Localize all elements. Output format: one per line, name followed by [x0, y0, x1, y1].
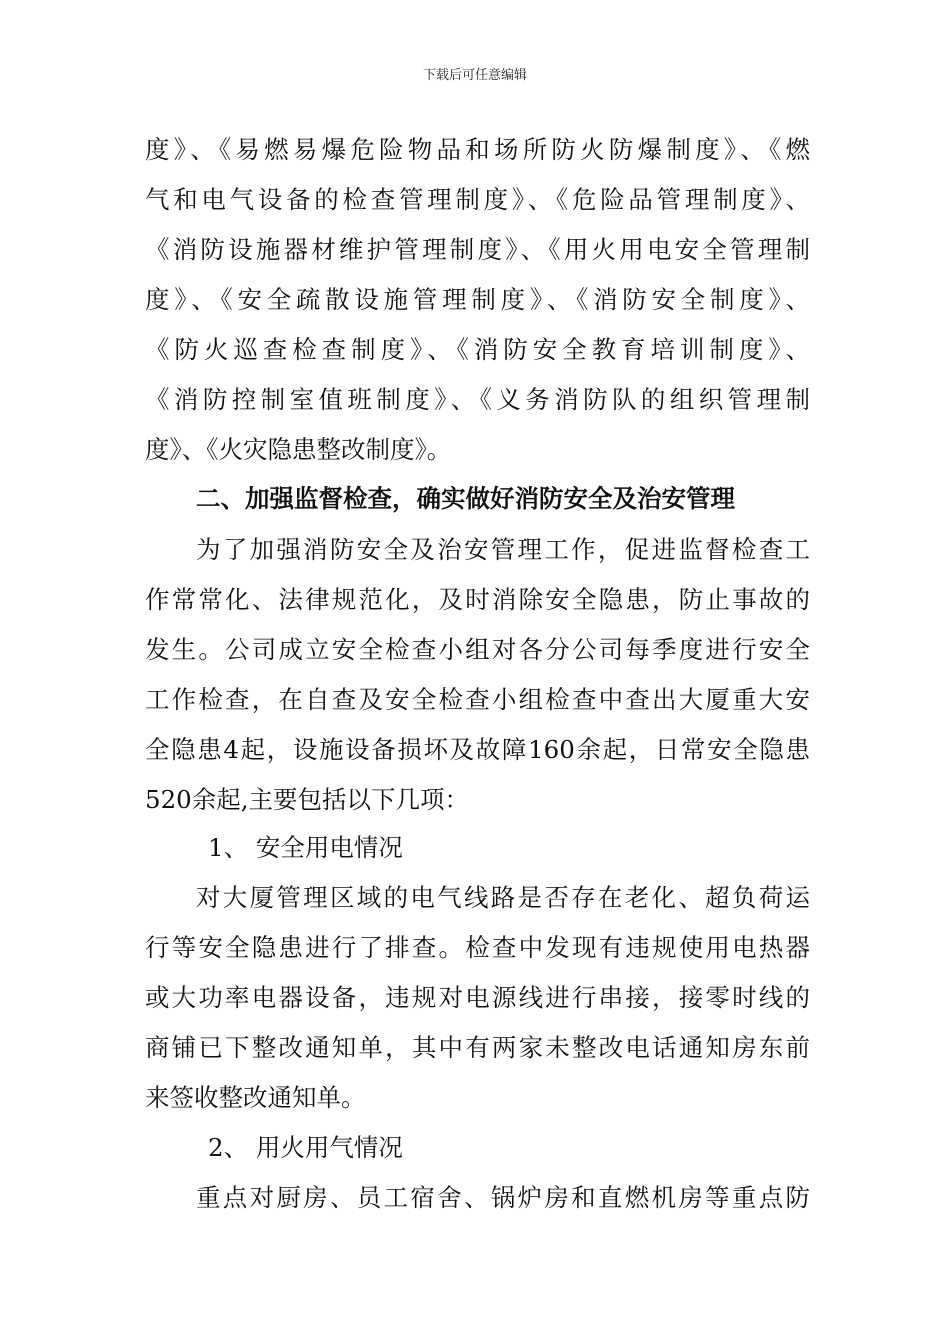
text-line: 对大厦管理区域的电气线路是否存在老化、超负荷运 [196, 883, 810, 912]
text-line: 《消防设施器材维护管理制度》、《用火用电安全管理制 [145, 235, 810, 264]
text-line: 商铺已下整改通知单，其中有两家未整改电话通知房东前 [145, 1033, 810, 1062]
text-line: 度》、《易燃易爆危险物品和场所防火防爆制度》、《燃 [145, 135, 810, 164]
text-line: 度》、《安全疏散设施管理制度》、《消防安全制度》、 [145, 285, 810, 314]
text-line: 为了加强消防安全及治安管理工作，促进监督检查工 [196, 535, 810, 564]
text-line: 度》、《火灾隐患整改制度》。 [145, 435, 452, 464]
text-line: 《消防控制室值班制度》、《义务消防队的组织管理制 [145, 385, 810, 414]
text-line: 气和电气设备的检查管理制度》、《危险品管理制度》、 [145, 185, 810, 214]
text-line: 来签收整改通知单。 [145, 1083, 366, 1112]
section-heading: 二、加强监督检查，确实做好消防安全及治安管理 [196, 484, 735, 513]
text-line: 520余起,主要包括以下几项： [145, 785, 470, 814]
text-line: 工作检查，在自查及安全检查小组检查中查出大厦重大安 [145, 685, 810, 714]
list-item-heading: 1、 安全用电情况 [208, 833, 403, 862]
text-line: 作常常化、法律规范化，及时消除安全隐患，防止事故的 [145, 585, 810, 614]
text-line: 发生。公司成立安全检查小组对各分公司每季度进行安全 [145, 635, 810, 664]
text-line: 全隐患4起，设施设备损坏及故障160余起，日常安全隐患 [145, 735, 810, 764]
list-item-heading: 2、 用火用气情况 [208, 1133, 403, 1162]
text-line: 或大功率电器设备，违规对电源线进行串接，接零时线的 [145, 983, 810, 1012]
page-header: 下载后可任意编辑 [422, 68, 527, 83]
text-line: 《防火巡查检查制度》、《消防安全教育培训制度》、 [145, 335, 810, 364]
text-line: 行等安全隐患进行了排查。检查中发现有违规使用电热器 [145, 933, 810, 962]
text-line: 重点对厨房、员工宿舍、锅炉房和直燃机房等重点防 [196, 1183, 810, 1212]
